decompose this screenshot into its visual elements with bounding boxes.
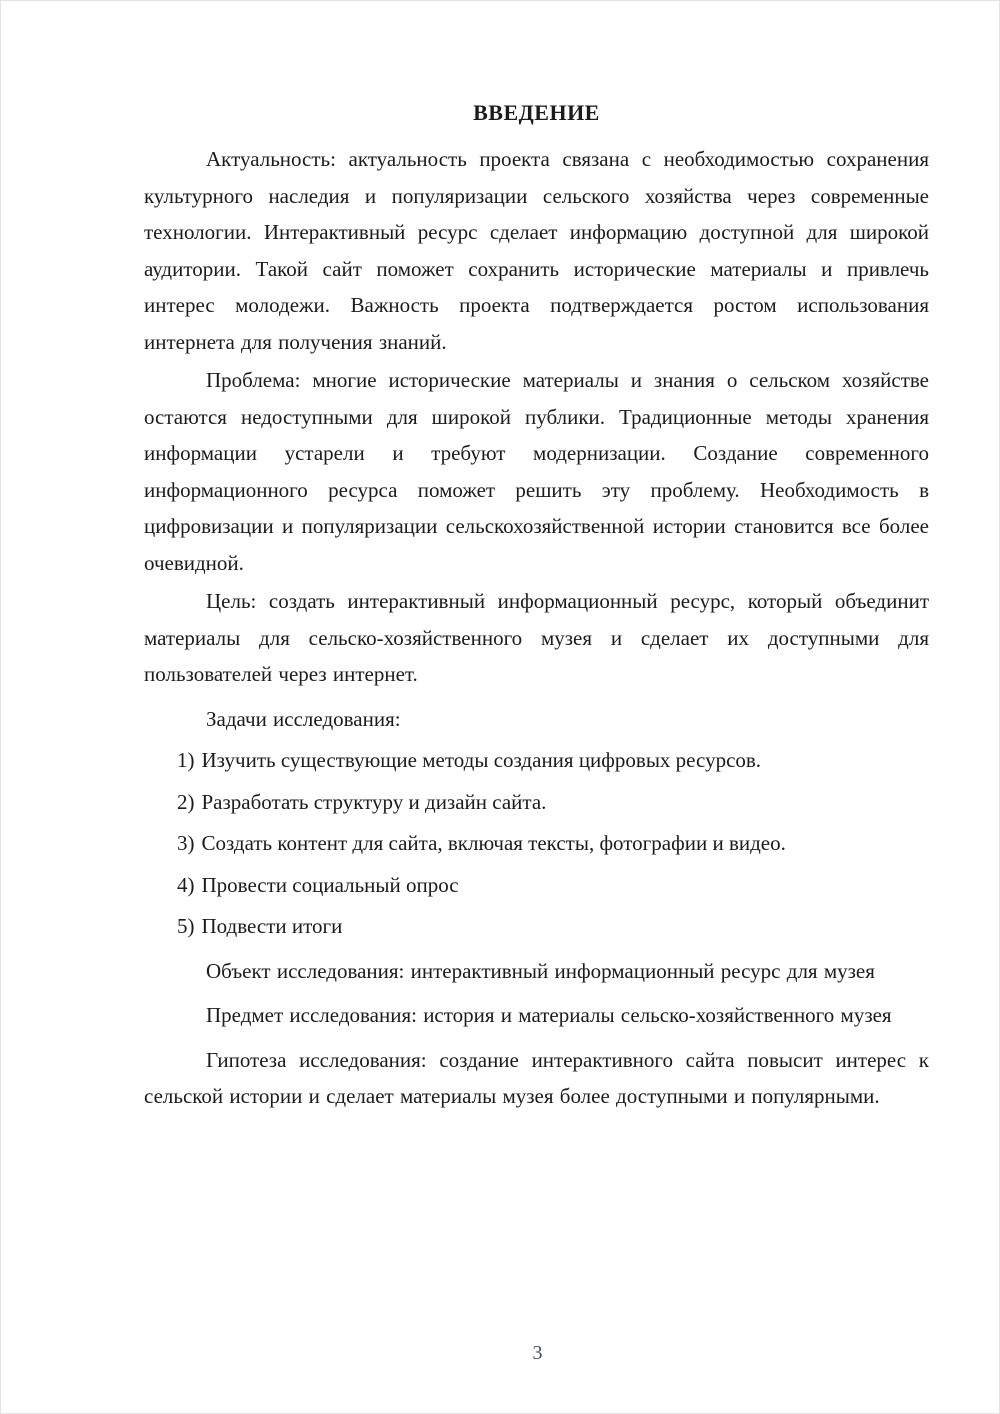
paragraph-subject: Предмет исследования: история и материалы сельско-хозяйственного музея (206, 1003, 892, 1027)
document-title: ВВЕДЕНИЕ (473, 100, 600, 125)
task-number: 4) (177, 872, 195, 897)
paragraph-relevance: Актуальность: актуальность проекта связана с необходимостью сохранения культурного наследия и популяризации сельского хозяйства через современные технологии. Интерактивный ресурс сделает информацию доступной для широкой аудитории. Такой сайт поможет сохранить исторические материалы и привлечь интерес молодежи. Важность проекта подтверждается ростом использования интернета для получения знаний. (144, 147, 929, 354)
task-number: 1) (177, 748, 195, 772)
page-number: 3 (532, 1342, 543, 1364)
tasks-heading: Задачи исследования: (206, 706, 401, 731)
task-text: Создать контент для сайта, включая тексты, фотографии и видео. (201, 831, 786, 855)
closing-section (144, 953, 929, 1115)
task-text: Разработать структуру и дизайн сайта. (201, 789, 547, 814)
paragraph-hypothesis: Гипотеза исследования: создание интерактивного сайта повысит интерес к сельской истории и сделает материалы музея более доступными и популярными. (144, 1047, 929, 1108)
task-text: Провести социальный опрос (201, 872, 459, 897)
task-item (177, 825, 929, 862)
task-text: Подвести итоги (201, 914, 343, 938)
task-number: 5) (177, 914, 195, 938)
paragraph-goal: Цель: создать интерактивный информационный ресурс, который объединит материалы для сельско-хозяйственного музея и сделает их доступными для пользователей через интернет. (144, 589, 929, 686)
task-item (177, 742, 929, 779)
paragraph-problem: Проблема: многие исторические материалы и знания о сельском хозяйстве остаются недоступными для широкой публики. Традиционные методы хранения информации устарели и требуют модернизации. Создание современного информационного ресурса поможет решить эту проблему. Необходимость в цифровизации и популяризации сельскохозяйственной истории становится все более очевидной. (144, 368, 929, 575)
task-text: Изучить существующие методы создания цифровых ресурсов. (201, 748, 762, 772)
task-item (177, 908, 929, 945)
task-number: 3) (177, 831, 195, 855)
paragraph-object: Объект исследования: интерактивный информационный ресурс для музея (206, 958, 875, 983)
task-item (177, 784, 929, 821)
task-number: 2) (177, 789, 195, 814)
task-list (144, 742, 929, 945)
task-item (177, 867, 929, 904)
